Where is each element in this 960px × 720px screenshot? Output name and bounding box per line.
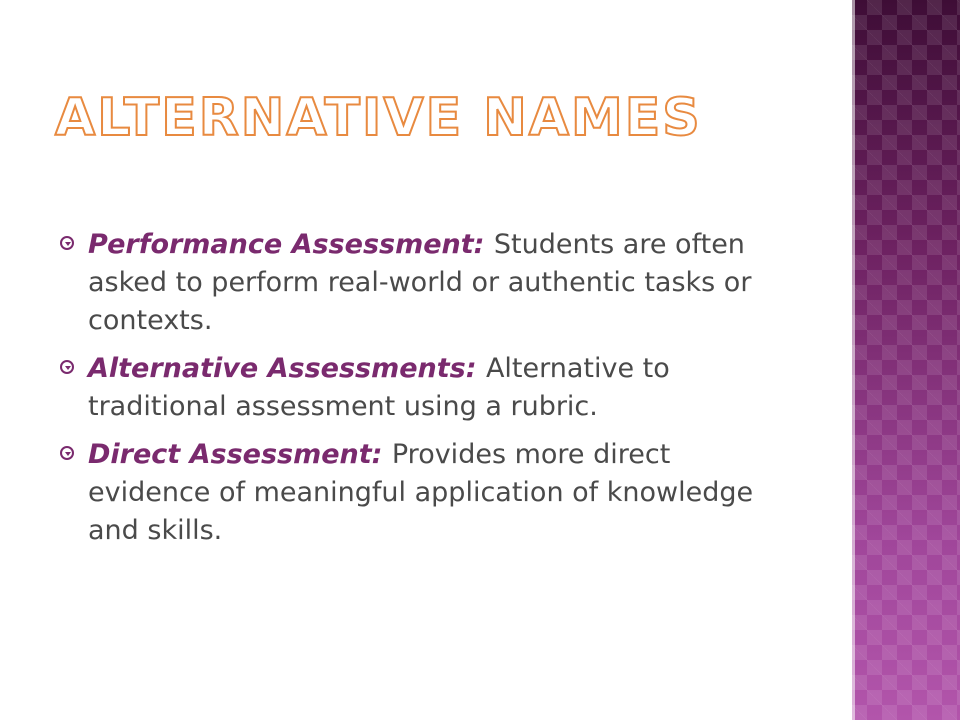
- bullet-text: Alternative to traditional assessment using a rubric.: [88, 353, 670, 422]
- bullet-term: Performance Assessment: [88, 229, 474, 260]
- bullet-item-alternative-assessments: [60, 350, 780, 426]
- bullet-separator: :: [465, 353, 486, 384]
- circle-chevron-bullet-icon: [60, 360, 74, 374]
- bullet-text: Students are often asked to perform real-world or authentic tasks or contexts.: [88, 229, 752, 336]
- slide-title: ALTERNATIVE NAMES: [55, 88, 702, 148]
- bullet-item-direct-assessment: [60, 436, 780, 550]
- decorative-side-band: [852, 0, 960, 720]
- circle-chevron-bullet-icon: [60, 446, 74, 460]
- bullet-text: Provides more direct evidence of meaningful application of knowledge and skills.: [88, 439, 754, 546]
- bullet-list: [60, 226, 780, 560]
- bullet-item-performance-assessment: [60, 226, 780, 340]
- bullet-separator: :: [371, 439, 392, 470]
- circle-chevron-bullet-icon: [60, 236, 74, 250]
- bullet-separator: :: [473, 229, 494, 260]
- bullet-term: Alternative Assessments: [88, 353, 466, 384]
- bullet-term: Direct Assessment: [88, 439, 372, 470]
